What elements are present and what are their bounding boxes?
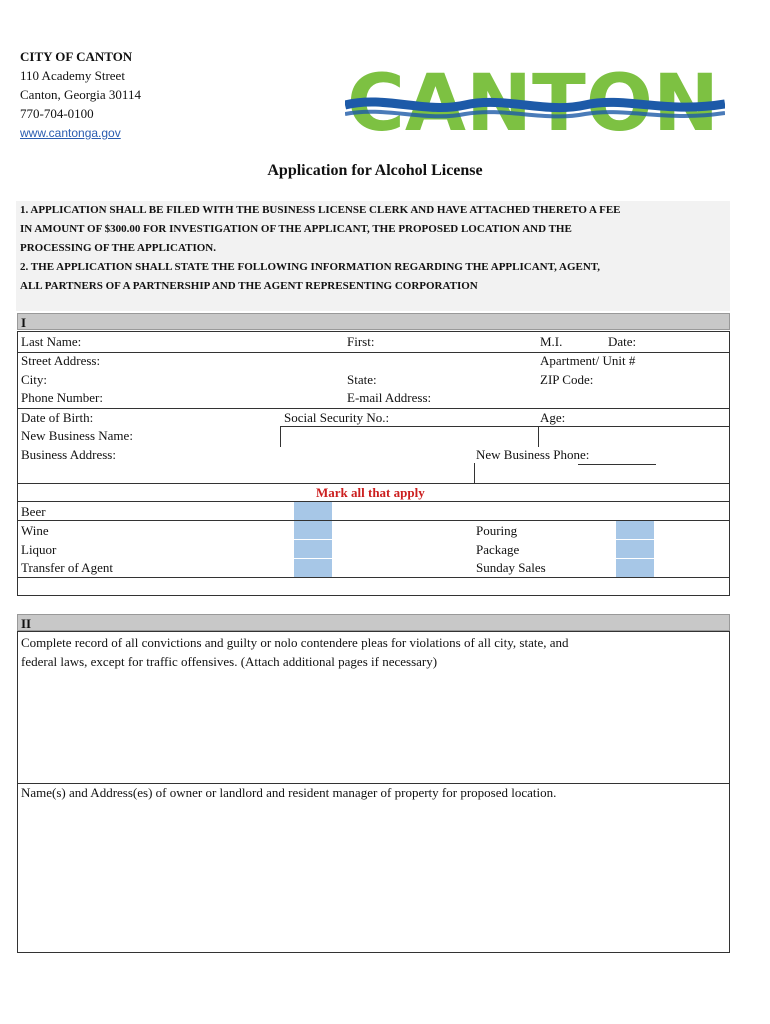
col-divider [474,463,475,483]
option-package-label: Package [476,542,520,557]
checkbox-transfer[interactable] [294,559,332,577]
zip-label: ZIP Code: [540,372,594,387]
last-name-label: Last Name: [21,334,82,349]
street-line: 110 Academy Street [20,68,125,83]
checkbox-pouring[interactable] [616,521,654,539]
phone-line: 770-704-0100 [20,106,94,121]
option-pouring-label: Pouring [476,523,518,538]
apartment-label: Apartment/ Unit # [540,353,636,368]
checkbox-wine[interactable] [294,521,332,539]
instructions [16,201,730,311]
checkbox-sunday[interactable] [616,559,654,577]
instruction-line: ALL PARTNERS OF A PARTNERSHIP AND THE AGENT REPRESENTING CORPORATION [20,280,478,292]
row-divider [280,426,730,427]
owners-box[interactable] [17,783,730,953]
checkbox-package[interactable] [616,540,654,558]
section-2-heading: II [17,614,730,631]
section-1-heading: I [17,313,730,330]
option-beer-label: Beer [21,504,46,519]
phone-label: Phone Number: [21,390,103,405]
state-label: State: [347,372,377,387]
website-link[interactable]: www.cantonga.gov [20,126,121,140]
page-title: Application for Alcohol License [267,162,483,179]
row-divider [17,501,730,502]
canton-logo [345,62,725,137]
mark-all-label: Mark all that apply [316,485,425,500]
org-name: CITY OF CANTON [20,49,133,64]
option-transfer-label: Transfer of Agent [21,560,113,575]
owners-text: Name(s) and Address(es) of owner or landlord and resident manager of property for proposed location. [21,785,557,800]
instruction-line: PROCESSING OF THE APPLICATION. [20,242,216,254]
dob-label: Date of Birth: [21,410,94,425]
date-label: Date: [608,334,637,349]
instruction-line: 1. APPLICATION SHALL BE FILED WITH THE BUSINESS LICENSE CLERK AND HAVE ATTACHED THERETO A FEE [20,204,621,216]
logo-wave-top [345,102,725,108]
col-divider [280,426,281,447]
option-wine-label: Wine [21,523,49,538]
mi-label: M.I. [540,334,563,349]
option-liquor-label: Liquor [21,542,57,557]
row-divider [17,408,730,409]
email-label: E-mail Address: [347,390,432,405]
street-address-label: Street Address: [21,353,101,368]
option-sunday-label: Sunday Sales [476,560,546,575]
convictions-text-line: Complete record of all convictions and guilty or nolo contendere pleas for violations of all city, state, and [21,635,569,650]
first-name-label: First: [347,334,375,349]
checkbox-beer[interactable] [294,502,332,520]
city-label: City: [21,372,48,387]
checkbox-liquor[interactable] [294,540,332,558]
convictions-text-line: federal laws, except for traffic offensives. (Attach additional pages if necessary) [21,654,438,669]
col-divider [538,426,539,447]
business-address-label: Business Address: [21,447,116,462]
instruction-line: 2. THE APPLICATION SHALL STATE THE FOLLOWING INFORMATION REGARDING THE APPLICANT, AGENT, [20,261,601,273]
row-divider [17,483,730,484]
address-block [20,47,141,143]
age-label: Age: [540,410,566,425]
instruction-line: IN AMOUNT OF $300.00 FOR INVESTIGATION OF THE APPLICANT, THE PROPOSED LOCATION AND THE [20,223,572,235]
logo-text: CANTON [347,62,719,137]
row-divider [17,577,730,578]
ssn-label: Social Security No.: [284,410,390,425]
business-phone-label: New Business Phone: [476,447,590,462]
business-name-label: New Business Name: [21,428,133,443]
city-line: Canton, Georgia 30114 [20,87,141,102]
phone-field-line [578,464,656,465]
